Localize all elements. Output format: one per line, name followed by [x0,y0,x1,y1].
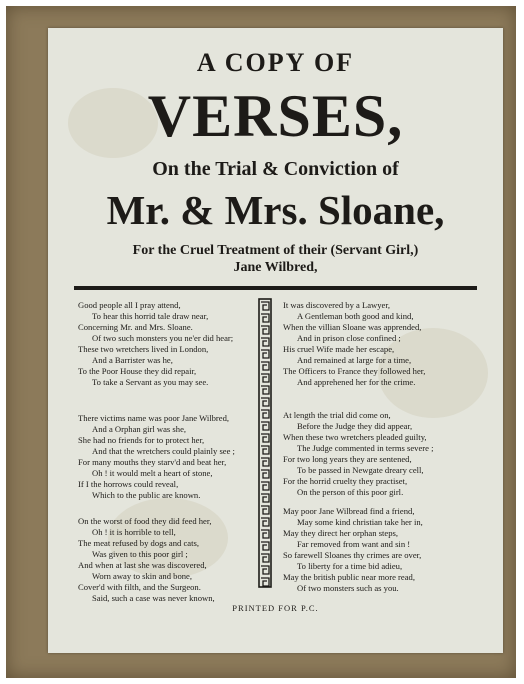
verse-line: It was discovered by a Lawyer, [283,300,391,310]
verse-line: Oh ! it would melt a heart of stone, [92,468,213,478]
title-line-3: On the Trial & Conviction of [152,158,399,180]
verse-line: The Judge commented in terms severe ; [297,443,434,453]
verse-line: Cover'd with filth, and the Surgeon. [78,582,201,592]
verse-line: Far removed from want and sin ! [297,539,411,549]
verse-line: When these two wretchers pleaded guilty, [283,432,427,442]
verse-line: If I the horrows could reveal, [78,479,179,489]
printer-imprint: PRINTED FOR P.C. [232,603,319,613]
stanza-left-2 [78,413,273,501]
verse-line: She had no friends for to protect her, [78,435,205,445]
verse-line: At length the trial did come on, [283,410,391,420]
stanza-right-2 [283,410,478,498]
title-line-4: Mr. & Mrs. Sloane, [106,187,445,233]
verse-line: These two wretchers lived in London, [78,344,209,354]
verse-line: To take a Servant as you may see. [92,377,209,387]
verse-line: Of two such monsters you ne'er did hear; [92,333,234,343]
verse-line: Oh ! it is horrible to tell, [92,527,176,537]
verse-line: Of two monsters such as you. [297,583,399,593]
verse-line: May some kind christian take her in, [297,517,423,527]
verse-line: There victims name was poor Jane Wilbred, [78,413,230,423]
verse-line: And a Orphan girl was she, [92,424,187,434]
verse-line: To the Poor House they did repair, [78,366,197,376]
verse-line: May the british public near more read, [283,572,415,582]
verse-line: To hear this horrid tale draw near, [92,311,209,321]
verse-line: Before the Judge they did appear, [297,421,413,431]
verse-line: So farewell Sloanes thy crimes are over, [283,550,422,560]
verse-line: To be passed in Newgate dreary cell, [297,465,424,475]
divider-rule [74,286,477,290]
title-line-2: VERSES, [147,83,404,149]
verse-line: And apprehened her for the crime. [297,377,416,387]
verse-line: And that the wretchers could plainly see ; [92,446,235,456]
subtitle-line-1: For the Cruel Treatment of their (Servant Girl,) [132,243,419,258]
broadside-sheet [48,28,503,653]
verse-line: When the villian Sloane was apprended, [283,322,422,332]
greek-key-border [258,298,272,588]
stanza-right-3 [283,506,478,594]
verse-line: May they direct her orphan steps, [283,528,399,538]
verse-line: Concerning Mr. and Mrs. Sloane. [78,322,193,332]
verse-line: Said, such a case was never known, [92,593,215,603]
verse-line: Which to the public are known. [92,490,201,500]
verse-line: His cruel Wife made her escape, [283,344,395,354]
verse-line: The Officers to France they followed her, [283,366,426,376]
verse-line: May poor Jane Wilbread find a friend, [283,506,415,516]
verse-line: To liberty for a time bid adieu, [297,561,403,571]
subtitle-line-2: Jane Wilbred, [233,260,318,275]
verse-line: The meat refused by dogs and cats, [78,538,199,548]
verse-line: Worn away to skin and bone, [92,571,193,581]
verse-line: And when at last she was discovered, [78,560,207,570]
verse-line: And in prison close confined ; [297,333,401,343]
verse-line: For the horrid cruelty they practiset, [283,476,408,486]
verse-line: For two long years they are sentened, [283,454,412,464]
title-line-1: A COPY OF [196,48,355,77]
stanza-right-1 [283,300,478,388]
verse-line: For many mouths they starv'd and beat her, [78,457,227,467]
verse-line: And remained at large for a time, [297,355,412,365]
stanza-left-3 [78,516,273,604]
verse-line: And a Barrister was he, [92,355,173,365]
verse-line: Was given to this poor girl ; [92,549,188,559]
verse-line: A Gentleman both good and kind, [297,311,414,321]
verse-line: On the worst of food they did feed her, [78,516,212,526]
stanza-left-1 [78,300,273,388]
verse-line: Good people all I pray attend, [78,300,181,310]
subtitle [48,242,503,276]
verse-line: On the person of this poor girl. [297,487,404,497]
